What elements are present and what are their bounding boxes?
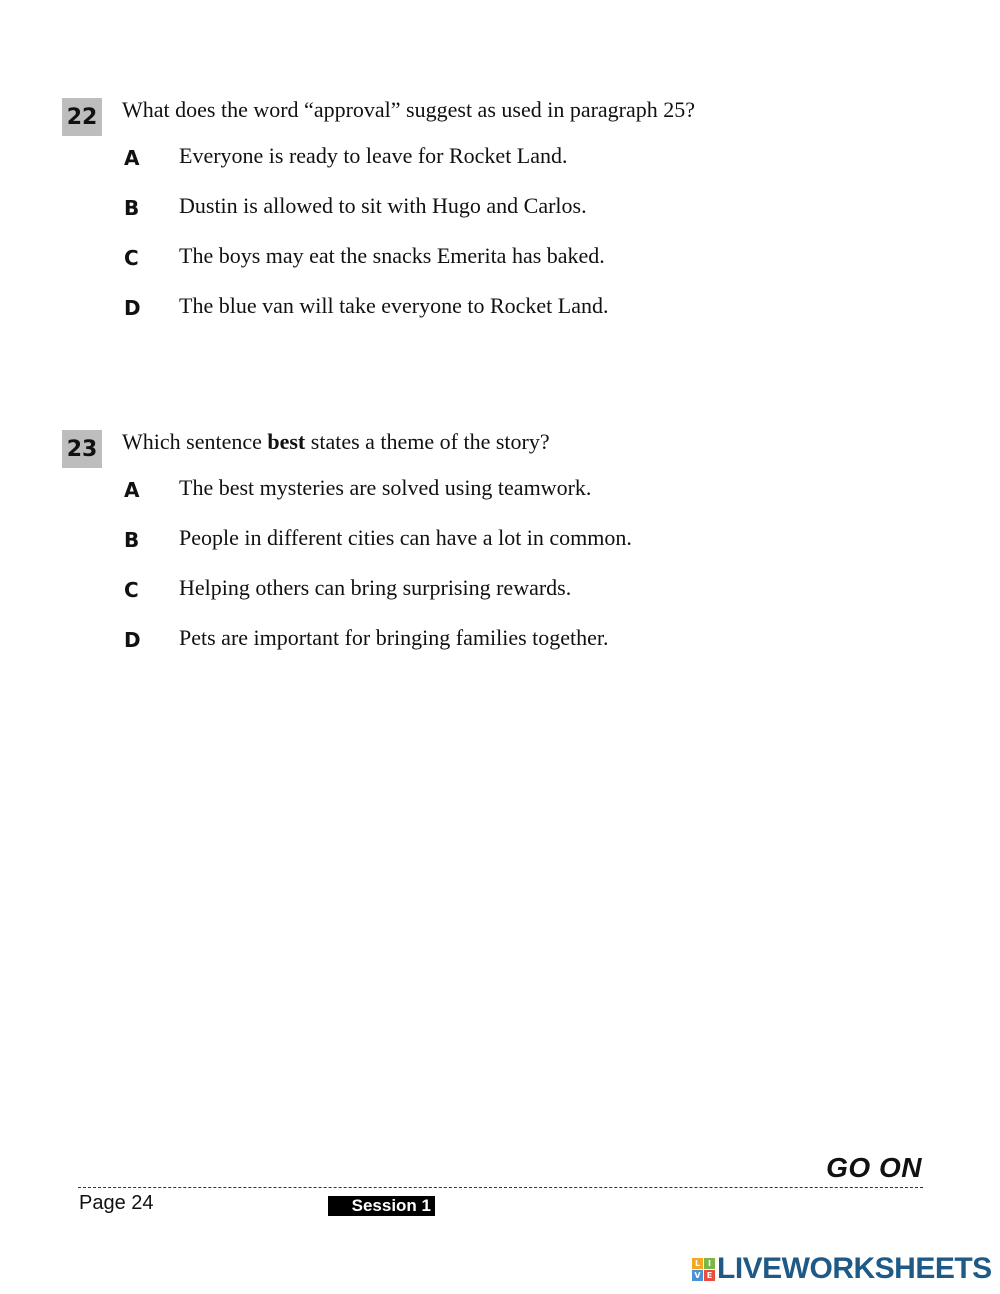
option-text: Helping others can bring surprising rewards. bbox=[179, 575, 572, 600]
question-stem bbox=[122, 428, 550, 456]
option-text: Pets are important for bringing families together. bbox=[179, 625, 609, 650]
option-letter: D bbox=[124, 296, 141, 320]
option-letter: D bbox=[124, 628, 141, 652]
option-letter: B bbox=[124, 528, 140, 552]
logo-letter-i: I bbox=[704, 1258, 715, 1269]
go-on-label: GO ON bbox=[826, 1152, 922, 1183]
question-stem: What does the word “approval” suggest as used in paragraph 25? bbox=[122, 97, 696, 122]
page-number: Page 24 bbox=[79, 1192, 154, 1214]
liveworksheets-icon bbox=[692, 1258, 715, 1281]
question-number: 23 bbox=[62, 430, 102, 468]
footer-divider bbox=[78, 1187, 923, 1188]
liveworksheets-logo[interactable] bbox=[692, 1252, 992, 1286]
option-text: The boys may eat the snacks Emerita has baked. bbox=[179, 243, 605, 268]
option-text: Dustin is allowed to sit with Hugo and Carlos. bbox=[179, 193, 587, 218]
logo-letter-l: L bbox=[692, 1258, 703, 1269]
option-text: The best mysteries are solved using teamwork. bbox=[179, 475, 592, 500]
stem-emphasis: best bbox=[267, 429, 306, 454]
logo-letter-v: V bbox=[692, 1270, 703, 1281]
option-letter: A bbox=[124, 146, 140, 170]
option-letter: C bbox=[124, 578, 139, 602]
logo-letter-e: E bbox=[704, 1270, 715, 1281]
option-text: Everyone is ready to leave for Rocket Land. bbox=[179, 143, 568, 168]
option-text: The blue van will take everyone to Rocket Land. bbox=[179, 293, 609, 318]
brand-name: LIVEWORKSHEETS bbox=[717, 1252, 992, 1285]
option-letter: A bbox=[124, 478, 140, 502]
option-text: People in different cities can have a lot in common. bbox=[179, 525, 632, 550]
option-letter: B bbox=[124, 196, 140, 220]
stem-text-after: states a theme of the story? bbox=[305, 429, 550, 454]
option-letter: C bbox=[124, 246, 139, 270]
session-badge: Session 1 bbox=[328, 1196, 435, 1216]
stem-text-before: Which sentence bbox=[122, 429, 268, 454]
question-number: 22 bbox=[62, 98, 102, 136]
